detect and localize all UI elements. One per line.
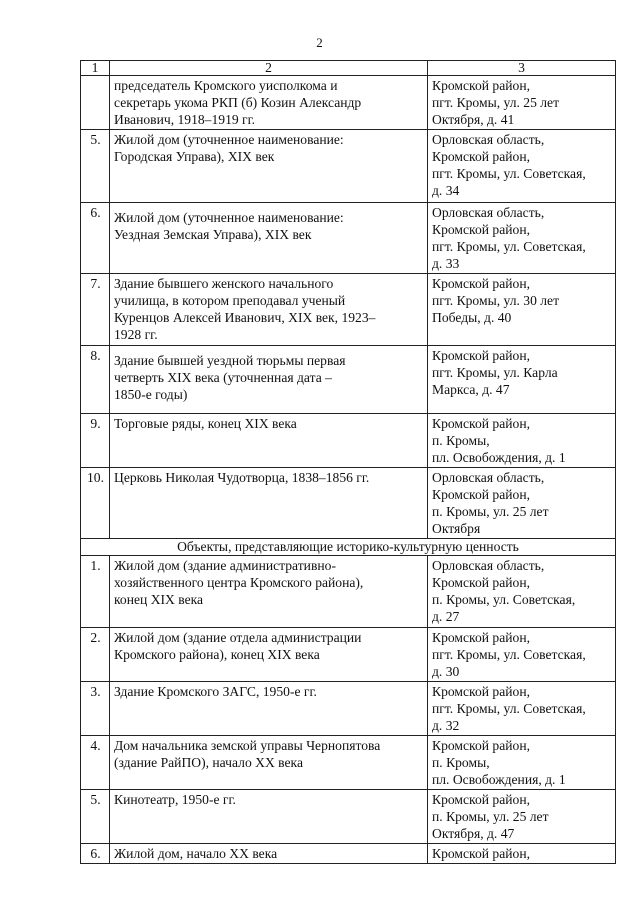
- object-address: Кромской район, пгт. Кромы, ул. Советская, д. 32: [428, 682, 616, 736]
- object-address: Орловская область, Кромской район, п. Кромы, ул. Советская, д. 27: [428, 556, 616, 628]
- section-title: Объекты, представляющие историко-культурную ценность: [81, 539, 616, 556]
- table-row: [81, 556, 616, 628]
- object-name: Жилой дом (здание административно- хозяйственного центра Кромского района), конец XIX века: [110, 556, 428, 628]
- table-row: [81, 736, 616, 790]
- table-row: [81, 844, 616, 864]
- object-name: Здание бывшего женского начального училища, в котором преподавал ученый Куренцов Алексей Иванович, XIX век, 1923– 1928 гг.: [110, 274, 428, 346]
- object-name: Жилой дом, начало XX века: [110, 844, 428, 864]
- table-row: [81, 274, 616, 346]
- object-address: Кромской район, пгт. Кромы, ул. Советская, д. 30: [428, 628, 616, 682]
- table-row: [81, 682, 616, 736]
- table-header-row: [81, 61, 616, 76]
- row-number: 7.: [81, 274, 110, 346]
- object-address: Орловская область, Кромской район, пгт. Кромы, ул. Советская, д. 33: [428, 203, 616, 274]
- row-number: 3.: [81, 682, 110, 736]
- row-number: 6.: [81, 844, 110, 864]
- object-address: Кромской район, п. Кромы, пл. Освобождения, д. 1: [428, 736, 616, 790]
- table-row: [81, 628, 616, 682]
- object-address: Кромской район, п. Кромы, пл. Освобождения, д. 1: [428, 414, 616, 468]
- page-number: 2: [316, 35, 323, 50]
- table-row: [81, 346, 616, 414]
- object-address: Кромской район, п. Кромы, ул. 25 лет Октября, д. 47: [428, 790, 616, 844]
- table-row: [81, 130, 616, 203]
- object-address: Орловская область, Кромской район, пгт. Кромы, ул. Советская, д. 34: [428, 130, 616, 203]
- object-name: Здание бывшей уездной тюрьмы первая четверть XIX века (уточненная дата – 1850-е годы): [110, 346, 428, 414]
- row-number: 4.: [81, 736, 110, 790]
- table-row: [81, 76, 616, 130]
- row-number: [81, 76, 110, 130]
- object-address: Кромской район, пгт. Кромы, ул. 30 лет Победы, д. 40: [428, 274, 616, 346]
- row-number: 9.: [81, 414, 110, 468]
- object-address: Кромской район, пгт. Кромы, ул. Карла Маркса, д. 47: [428, 346, 616, 414]
- row-number: 6.: [81, 203, 110, 274]
- row-number: 2.: [81, 628, 110, 682]
- object-name: председатель Кромского уисполкома и секретарь укома РКП (б) Козин Александр Иванович, 1918–1919 гг.: [110, 76, 428, 130]
- object-name: Жилой дом (уточненное наименование: Уездная Земская Управа), XIX век: [110, 203, 428, 274]
- column-number-3: 3: [428, 61, 616, 76]
- object-name: Здание Кромского ЗАГС, 1950-е гг.: [110, 682, 428, 736]
- object-name: Жилой дом (уточненное наименование: Городская Управа), XIX век: [110, 130, 428, 203]
- table-row: [81, 203, 616, 274]
- object-name: Церковь Николая Чудотворца, 1838–1856 гг.: [110, 468, 428, 539]
- row-number: 5.: [81, 790, 110, 844]
- object-address: Кромской район, пгт. Кромы, ул. 25 лет Октября, д. 41: [428, 76, 616, 130]
- table-row: [81, 468, 616, 539]
- column-number-2: 2: [110, 61, 428, 76]
- row-number: 1.: [81, 556, 110, 628]
- row-number: 10.: [81, 468, 110, 539]
- column-number-1: 1: [81, 61, 110, 76]
- row-number: 8.: [81, 346, 110, 414]
- object-name: Дом начальника земской управы Чернопятова (здание РайПО), начало XX века: [110, 736, 428, 790]
- table-row: [81, 414, 616, 468]
- object-name: Кинотеатр, 1950-е гг.: [110, 790, 428, 844]
- object-name: Жилой дом (здание отдела администрации Кромского района), конец XIX века: [110, 628, 428, 682]
- monuments-table: [80, 60, 616, 864]
- object-address: Кромской район,: [428, 844, 616, 864]
- table-row: [81, 790, 616, 844]
- object-address: Орловская область, Кромской район, п. Кромы, ул. 25 лет Октября: [428, 468, 616, 539]
- section-header-row: [81, 539, 616, 556]
- object-name: Торговые ряды, конец XIX века: [110, 414, 428, 468]
- row-number: 5.: [81, 130, 110, 203]
